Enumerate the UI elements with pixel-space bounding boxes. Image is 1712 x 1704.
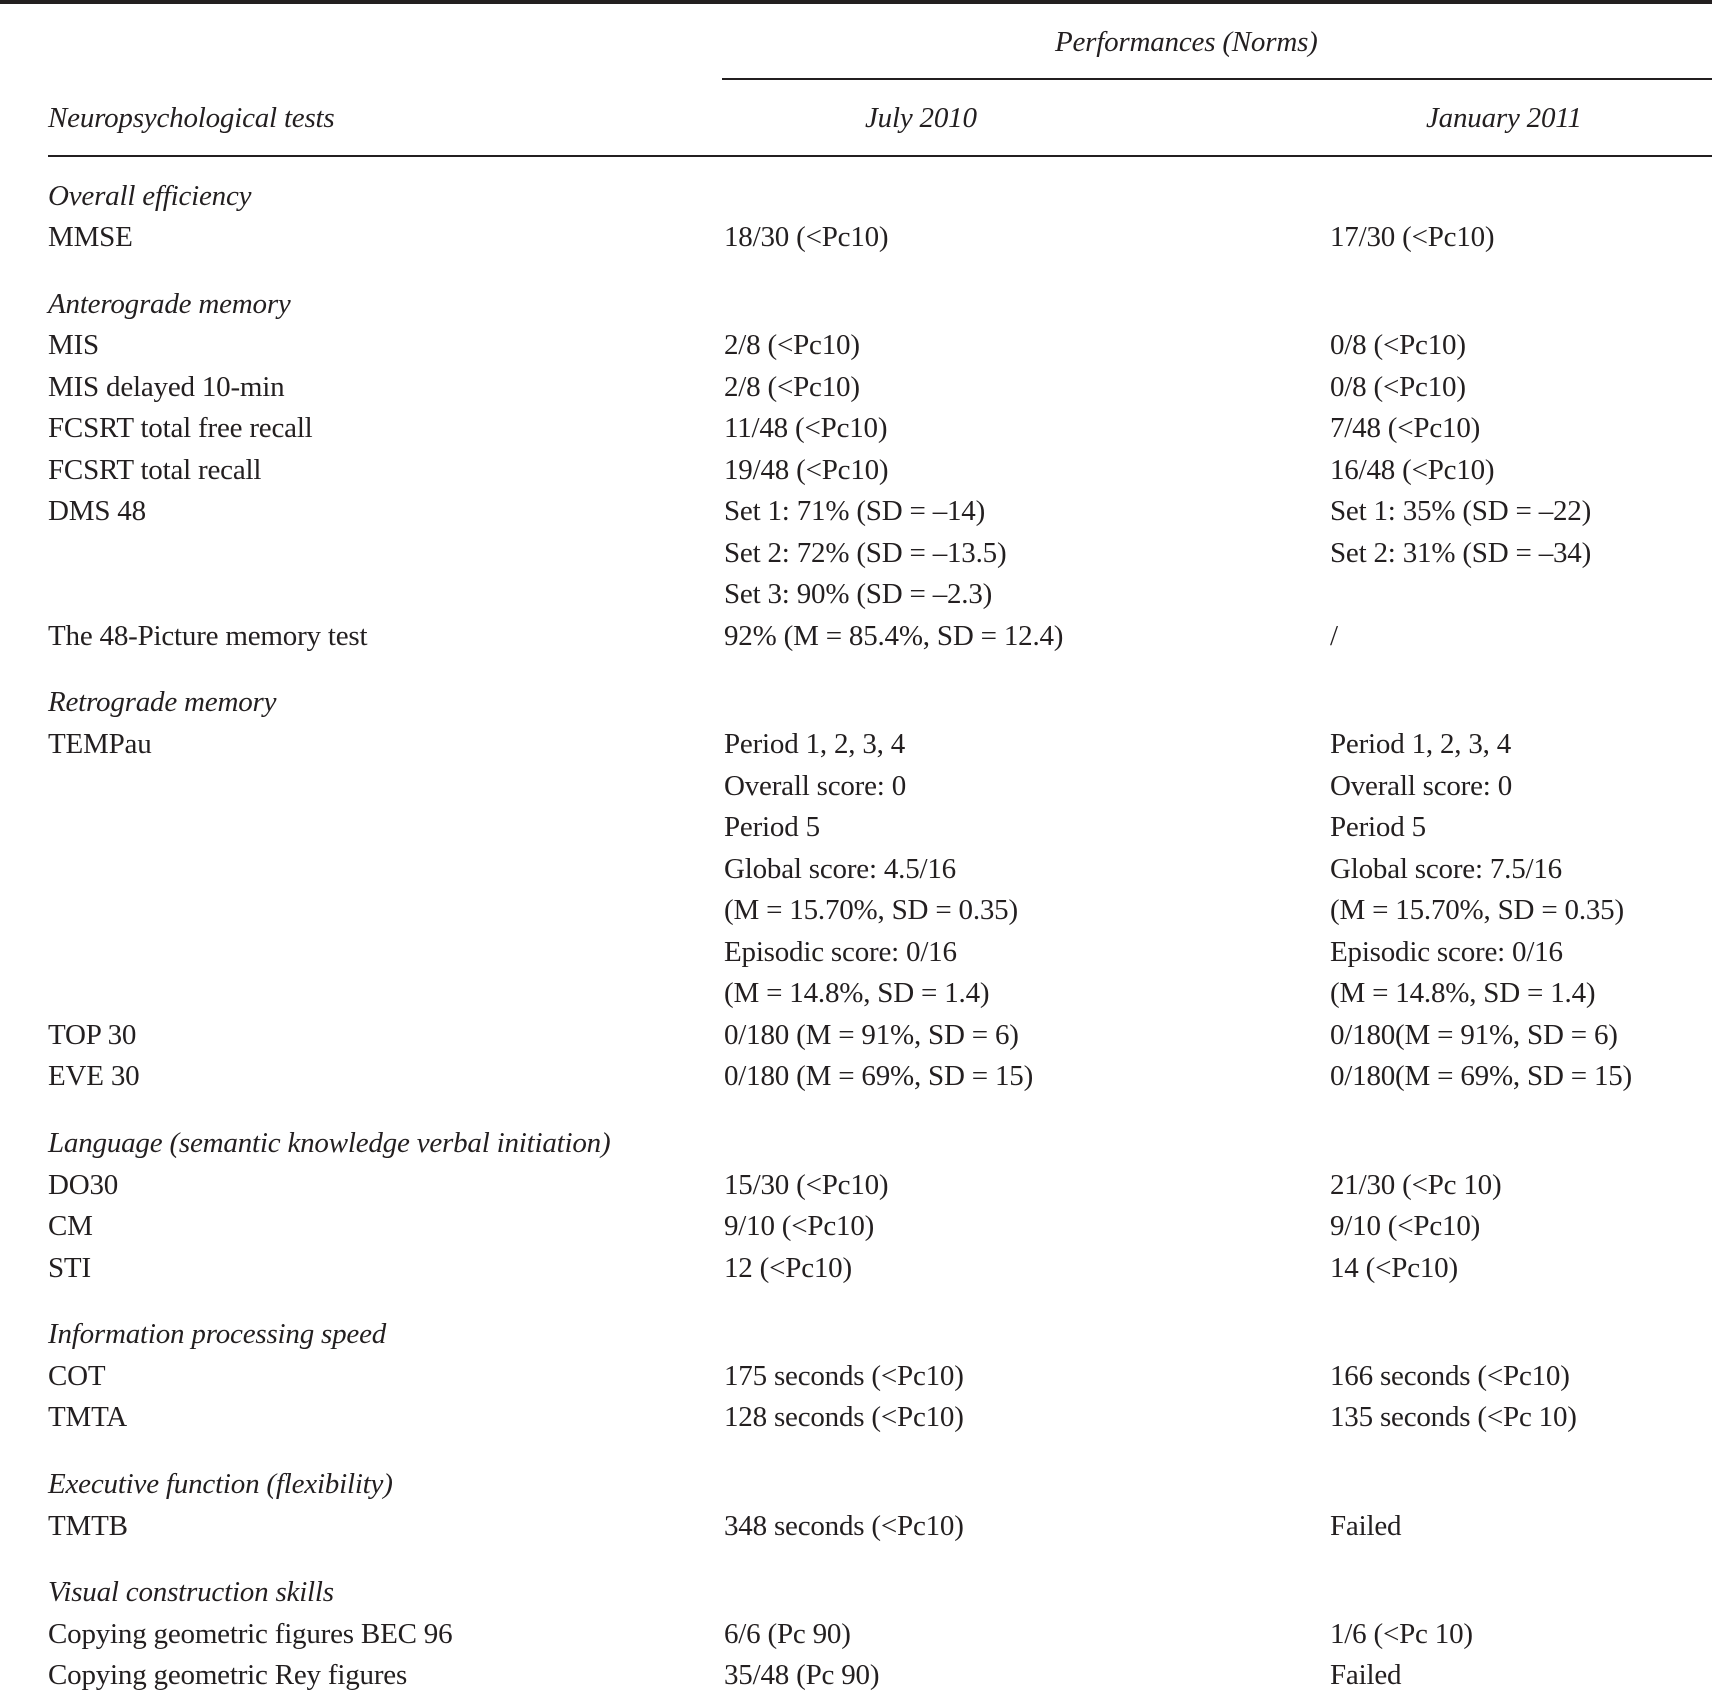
value-line: Overall score: 0 bbox=[1330, 769, 1513, 802]
test-name: Copying geometric figures BEC 96 bbox=[48, 1618, 453, 1650]
value-january-2011: 17/30 (<Pc10) bbox=[1330, 221, 1495, 253]
value-line: Global score: 4.5/16 bbox=[724, 852, 956, 885]
value-january-2011: 0/8 (<Pc10) bbox=[1330, 371, 1466, 403]
value-july-2010: 0/180 (M = 91%, SD = 6) bbox=[724, 1019, 1019, 1051]
value-line: (M = 14.8%, SD = 1.4) bbox=[1330, 977, 1596, 1009]
value-july-2010: 11/48 (<Pc10) bbox=[724, 412, 888, 444]
value-july-2010: 19/48 (<Pc10) bbox=[724, 454, 889, 486]
value-line: Set 2: 72% (SD = –13.5) bbox=[724, 536, 1007, 569]
value-july-2010: 6/6 (Pc 90) bbox=[724, 1618, 851, 1650]
test-name: DO30 bbox=[48, 1169, 119, 1201]
top-rule bbox=[0, 0, 1712, 4]
value-july-2010: 175 seconds (<Pc10) bbox=[724, 1360, 964, 1392]
value-line: (M = 14.8%, SD = 1.4) bbox=[724, 977, 990, 1009]
value-july-2010: 35/48 (Pc 90) bbox=[724, 1659, 880, 1691]
test-name: TMTB bbox=[48, 1510, 128, 1542]
value-january-2011: 16/48 (<Pc10) bbox=[1330, 454, 1495, 486]
test-name: TMTA bbox=[48, 1401, 128, 1433]
value-january-2011: Failed bbox=[1330, 1659, 1402, 1691]
value-line: Set 1: 35% (SD = –22) bbox=[1330, 495, 1592, 527]
section-title: Information processing speed bbox=[48, 1318, 387, 1350]
test-name: The 48-Picture memory test bbox=[48, 620, 368, 652]
value-july-2010: 92% (M = 85.4%, SD = 12.4) bbox=[724, 620, 1064, 652]
value-line: Period 1, 2, 3, 4 bbox=[1330, 728, 1512, 760]
value-line: (M = 15.70%, SD = 0.35) bbox=[724, 894, 1018, 926]
header-january-2011: January 2011 bbox=[1426, 102, 1582, 134]
value-line: Episodic score: 0/16 bbox=[724, 935, 957, 968]
value-january-2011: 21/30 (<Pc 10) bbox=[1330, 1169, 1502, 1201]
value-july-2010: 348 seconds (<Pc10) bbox=[724, 1510, 964, 1542]
value-july-2010 bbox=[724, 724, 1018, 1015]
test-name: Copying geometric Rey figures bbox=[48, 1659, 408, 1691]
value-july-2010: 2/8 (<Pc10) bbox=[724, 371, 860, 403]
value-line: Set 3: 90% (SD = –2.3) bbox=[724, 578, 993, 610]
value-january-2011: / bbox=[1330, 620, 1338, 652]
value-july-2010 bbox=[724, 491, 1006, 616]
value-january-2011 bbox=[1330, 491, 1591, 574]
value-january-2011: 0/8 (<Pc10) bbox=[1330, 329, 1466, 361]
value-july-2010: 128 seconds (<Pc10) bbox=[724, 1401, 964, 1433]
header-rule bbox=[48, 155, 1712, 157]
test-name: TEMPau bbox=[48, 728, 152, 760]
value-line: Global score: 7.5/16 bbox=[1330, 852, 1562, 885]
section-title: Visual construction skills bbox=[48, 1576, 334, 1608]
test-name: COT bbox=[48, 1360, 106, 1392]
test-name: MIS bbox=[48, 329, 99, 361]
test-name: MMSE bbox=[48, 221, 133, 253]
test-name: FCSRT total recall bbox=[48, 454, 262, 486]
section-title: Language (semantic knowledge verbal initiation) bbox=[48, 1127, 611, 1159]
value-line: Period 5 bbox=[1330, 811, 1426, 843]
value-january-2011: 7/48 (<Pc10) bbox=[1330, 412, 1481, 444]
value-line: Period 5 bbox=[724, 811, 820, 843]
test-name: EVE 30 bbox=[48, 1060, 140, 1092]
value-line: Episodic score: 0/16 bbox=[1330, 935, 1563, 968]
value-july-2010: 0/180 (M = 69%, SD = 15) bbox=[724, 1060, 1034, 1092]
value-january-2011 bbox=[1330, 724, 1624, 1015]
section-title: Overall efficiency bbox=[48, 180, 252, 212]
section-title: Executive function (flexibility) bbox=[48, 1468, 393, 1500]
spanner-rule bbox=[722, 78, 1712, 80]
value-january-2011: 0/180(M = 69%, SD = 15) bbox=[1330, 1060, 1632, 1092]
test-name: TOP 30 bbox=[48, 1019, 137, 1051]
value-july-2010: 15/30 (<Pc10) bbox=[724, 1169, 889, 1201]
test-name: DMS 48 bbox=[48, 495, 146, 527]
header-performances-norms: Performances (Norms) bbox=[1055, 26, 1318, 58]
value-january-2011: 9/10 (<Pc10) bbox=[1330, 1210, 1481, 1242]
value-january-2011: Failed bbox=[1330, 1510, 1402, 1542]
value-line: (M = 15.70%, SD = 0.35) bbox=[1330, 894, 1624, 926]
value-january-2011: 1/6 (<Pc 10) bbox=[1330, 1618, 1473, 1650]
test-name: STI bbox=[48, 1252, 91, 1284]
value-january-2011: 14 (<Pc10) bbox=[1330, 1252, 1458, 1284]
value-january-2011: 135 seconds (<Pc 10) bbox=[1330, 1401, 1577, 1433]
section-title: Retrograde memory bbox=[48, 686, 277, 718]
test-name: MIS delayed 10-min bbox=[48, 371, 285, 403]
test-name: CM bbox=[48, 1210, 93, 1242]
value-january-2011: 166 seconds (<Pc10) bbox=[1330, 1360, 1570, 1392]
value-july-2010: 2/8 (<Pc10) bbox=[724, 329, 860, 361]
header-tests: Neuropsychological tests bbox=[48, 102, 335, 134]
value-july-2010: 18/30 (<Pc10) bbox=[724, 221, 889, 253]
value-line: Set 1: 71% (SD = –14) bbox=[724, 495, 986, 527]
section-title: Anterograde memory bbox=[48, 288, 291, 320]
test-name: FCSRT total free recall bbox=[48, 412, 313, 444]
header-july-2010: July 2010 bbox=[865, 102, 977, 134]
value-line: Period 1, 2, 3, 4 bbox=[724, 728, 906, 760]
value-line: Overall score: 0 bbox=[724, 769, 907, 802]
value-july-2010: 9/10 (<Pc10) bbox=[724, 1210, 875, 1242]
value-line: Set 2: 31% (SD = –34) bbox=[1330, 536, 1592, 569]
value-january-2011: 0/180(M = 91%, SD = 6) bbox=[1330, 1019, 1618, 1051]
value-july-2010: 12 (<Pc10) bbox=[724, 1252, 852, 1284]
